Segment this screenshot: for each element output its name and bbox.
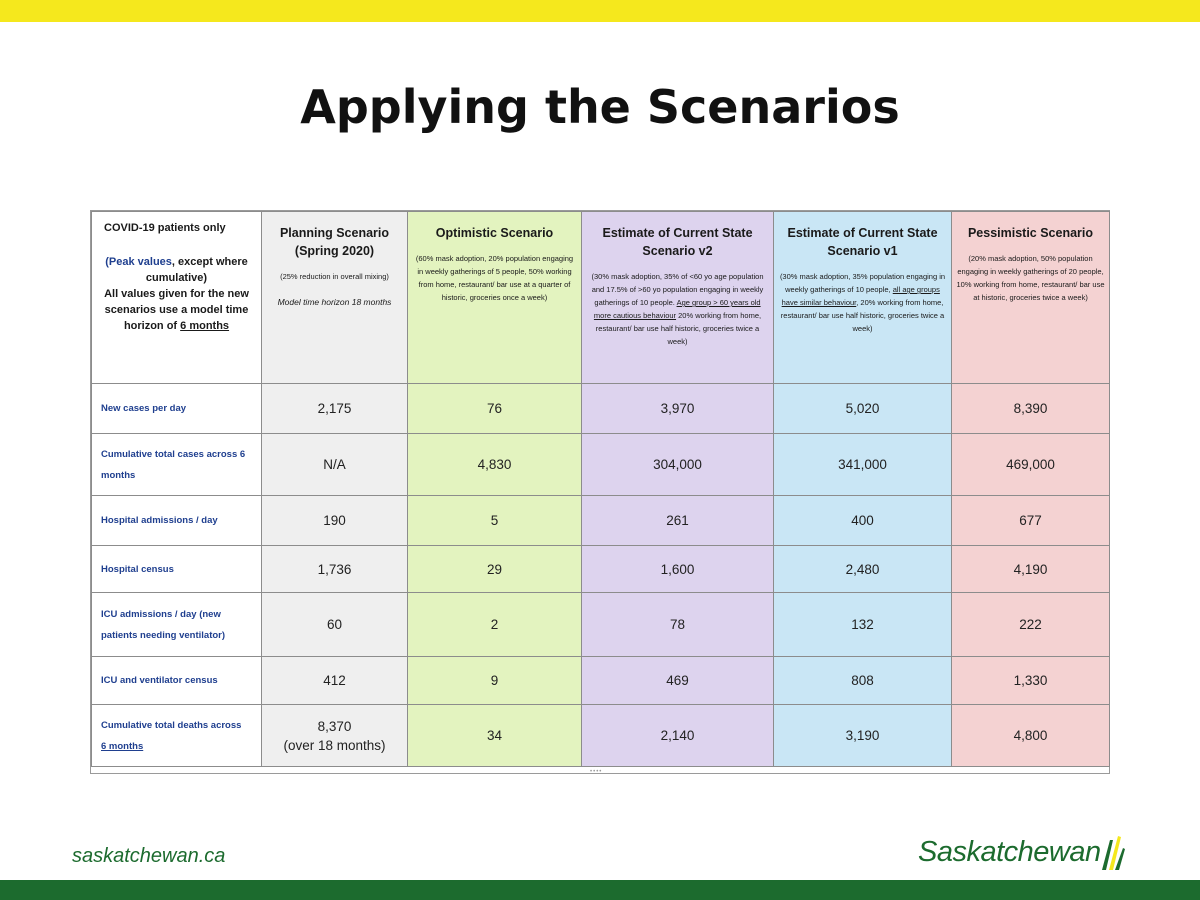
- header-current-v2: [582, 212, 774, 384]
- footer-url: saskatchewan.ca: [72, 845, 226, 867]
- header-planning: [262, 212, 408, 384]
- cell-value: 412: [262, 657, 408, 705]
- cell-value: 3,970: [582, 384, 774, 434]
- cell-value: 8,370 (over 18 months): [262, 705, 408, 767]
- cell-value: 469: [582, 657, 774, 705]
- header-current-v1: [774, 212, 952, 384]
- top-accent-bar: [0, 0, 1200, 22]
- row-label: Cumulative total deaths across 6 months: [92, 705, 262, 767]
- cell-value: 190: [262, 496, 408, 546]
- brand-wordmark: Saskatchewan: [918, 836, 1101, 868]
- cell-value: 261: [582, 496, 774, 546]
- header-planning-note: (25% reduction in overall mixing): [280, 272, 389, 281]
- header-optimistic-note: (60% mask adoption, 20% population engaging in weekly gatherings of 5 people, 50% working from home, restaurant/ bar use at a quarter of historic, groceries once a week): [415, 254, 574, 302]
- cell-value: 4,830: [408, 434, 582, 496]
- header-current-v2-note: (30% mask adoption, 35% of <60 yo age population and 17.5% of >60 yo population engaging in weekly gatherings of 10 people. Age group > 60 years old more cautious behaviour 20% working from home, restaurant/ bar use half historic, groceries twice a week): [591, 272, 764, 346]
- cell-value: 132: [774, 593, 952, 657]
- table-row: [92, 434, 1110, 496]
- cell-value: 808: [774, 657, 952, 705]
- row-label: ICU and ventilator census: [92, 657, 262, 705]
- cell-value: 8,390: [952, 384, 1110, 434]
- cell-value: 3,190: [774, 705, 952, 767]
- wheat-logo-icon: [1098, 834, 1126, 872]
- table-row: [92, 705, 1110, 767]
- cell-value: 2,175: [262, 384, 408, 434]
- cell-value: 2: [408, 593, 582, 657]
- cell-value: 1,600: [582, 546, 774, 593]
- header-current-v1-note: (30% mask adoption, 35% population engaging in weekly gatherings of 10 people, all age groups have similar behaviour, 20% working from home, restaurant/ bar use half historic, groceries twice a week): [779, 272, 946, 333]
- corner-cell: [92, 212, 262, 384]
- cell-value: 1,736: [262, 546, 408, 593]
- table-row: [92, 546, 1110, 593]
- slide-title: Applying the Scenarios: [300, 80, 900, 134]
- table-row: [92, 657, 1110, 705]
- cell-value: 677: [952, 496, 1110, 546]
- corner-title: COVID-19 patients only: [104, 222, 226, 234]
- row-label: New cases per day: [92, 384, 262, 434]
- bottom-accent-bar: [0, 880, 1200, 900]
- cell-value: 304,000: [582, 434, 774, 496]
- cell-value: 5,020: [774, 384, 952, 434]
- table-row: [92, 593, 1110, 657]
- header-planning-horizon: Model time horizon 18 months: [277, 297, 392, 307]
- table-row: [92, 384, 1110, 434]
- cell-value: N/A: [262, 434, 408, 496]
- cell-value: 2,140: [582, 705, 774, 767]
- header-pessimistic-title: Pessimistic Scenario: [967, 226, 1094, 240]
- table-row: [92, 496, 1110, 546]
- header-current-v1-title: Estimate of Current State Scenario v1: [787, 226, 938, 258]
- corner-peak-note: (Peak values, except where cumulative): [105, 256, 248, 284]
- cell-value: 400: [774, 496, 952, 546]
- scenario-table-frame: [90, 210, 1110, 774]
- cell-value: 29: [408, 546, 582, 593]
- table-resize-handle: ••••: [590, 769, 603, 775]
- row-label: Hospital admissions / day: [92, 496, 262, 546]
- header-planning-title: Planning Scenario (Spring 2020): [279, 226, 390, 258]
- header-optimistic: [408, 212, 582, 384]
- header-pessimistic-note: (20% mask adoption, 50% population engaging in weekly gatherings of 20 people, 10% working from home, restaurant/ bar use at historic, groceries twice a week): [956, 254, 1105, 302]
- table-header-row: [92, 212, 1110, 384]
- cell-value: 60: [262, 593, 408, 657]
- header-optimistic-title: Optimistic Scenario: [435, 226, 554, 240]
- cell-value: 76: [408, 384, 582, 434]
- row-label: Cumulative total cases across 6 months: [92, 434, 262, 496]
- cell-value: 5: [408, 496, 582, 546]
- cell-value: 469,000: [952, 434, 1110, 496]
- cell-value: 341,000: [774, 434, 952, 496]
- cell-value: 34: [408, 705, 582, 767]
- cell-value: 4,190: [952, 546, 1110, 593]
- cell-value: 2,480: [774, 546, 952, 593]
- scenario-table: [91, 211, 1110, 767]
- row-label: Hospital census: [92, 546, 262, 593]
- cell-value: 1,330: [952, 657, 1110, 705]
- header-current-v2-title: Estimate of Current State Scenario v2: [602, 226, 753, 258]
- cell-value: 222: [952, 593, 1110, 657]
- cell-value: 9: [408, 657, 582, 705]
- corner-horizon-note: All values given for the new scenarios use a model time horizon of 6 months: [104, 288, 249, 332]
- cell-value: 78: [582, 593, 774, 657]
- header-pessimistic: [952, 212, 1110, 384]
- row-label: ICU admissions / day (new patients needing ventilator): [92, 593, 262, 657]
- cell-value: 4,800: [952, 705, 1110, 767]
